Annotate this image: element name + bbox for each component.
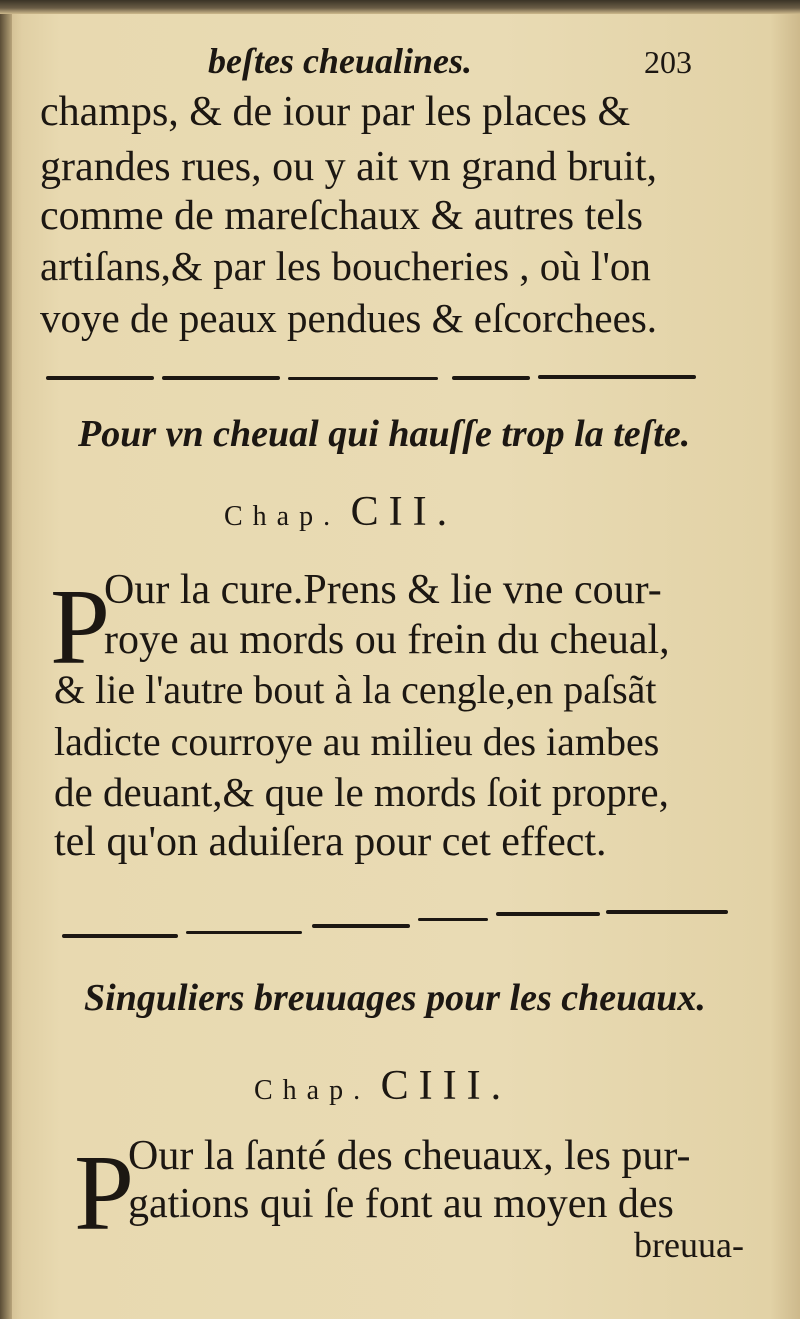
chapter-title: Singuliers breuuages pour les cheuaux. — [84, 977, 706, 1019]
text-line: de deuant,& que le mords ſoit propre, — [54, 769, 669, 815]
chapter-heading — [224, 488, 457, 536]
text-line: Our la cure.Prens & lie vne cour- — [104, 567, 662, 613]
chapter-heading — [254, 1062, 511, 1110]
text-line: & lie l'autre bout à la cengle,en paſsãt — [54, 667, 657, 712]
text-line: roye au mords ou frein du cheual, — [104, 617, 670, 663]
text-line: gations qui ſe font au moyen des — [128, 1181, 674, 1227]
page-gutter — [0, 0, 12, 1319]
chapter-number: CIII. — [380, 1063, 512, 1109]
text-line: comme de mareſchaux & autres tels — [40, 193, 643, 239]
chapter-word: Chap. — [224, 501, 341, 532]
text-line: Our la ſanté des cheuaux, les pur- — [128, 1133, 691, 1179]
chapter-number: CII. — [350, 489, 458, 535]
text-line: ladicte courroye au milieu des iambes — [54, 719, 660, 764]
text-line: voye de peaux pendues & eſcorchees. — [40, 295, 658, 341]
chapter-title: Pour vn cheual qui hauſſe trop la teſte. — [78, 413, 691, 455]
drop-cap: P — [74, 1134, 135, 1253]
text-line: artiſans,& par les boucheries , où l'on — [40, 243, 651, 289]
page-number: 203 — [644, 44, 692, 80]
text-line: grandes rues, ou y ait vn grand bruit, — [40, 144, 658, 190]
running-title: beſtes cheualines. — [208, 41, 472, 81]
text-line: tel qu'on aduiſera pour cet effect. — [54, 819, 607, 865]
page-top-edge — [0, 0, 800, 14]
drop-cap: P — [50, 568, 111, 687]
chapter-word: Chap. — [254, 1075, 371, 1106]
catchword: breuua- — [634, 1225, 744, 1265]
text-line: champs, & de iour par les places & — [40, 89, 631, 135]
